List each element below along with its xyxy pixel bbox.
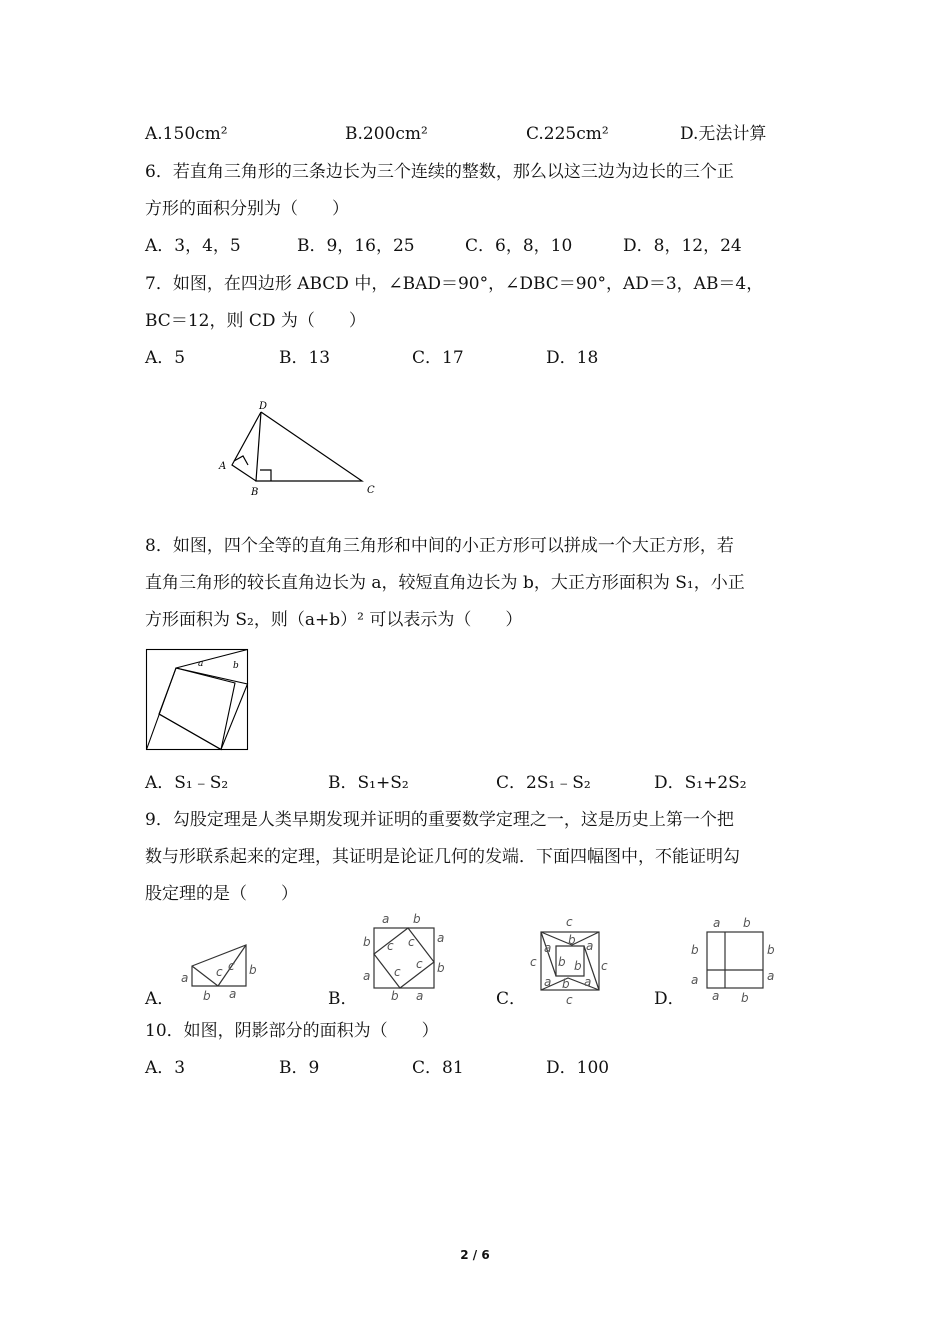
q9-figure-b bbox=[360, 910, 450, 1004]
q9d-outer-square bbox=[707, 932, 763, 988]
q9b-label-b-bottom: b bbox=[391, 989, 399, 1003]
q10-option-b: B．9 bbox=[279, 1058, 320, 1078]
q9b-outer-square bbox=[374, 928, 434, 988]
q9c-label-b3: b bbox=[574, 959, 582, 973]
q9c-label-b4: b bbox=[562, 977, 570, 991]
q9b-label-c1: c bbox=[387, 939, 394, 953]
q9b-label-c3: c bbox=[416, 957, 423, 971]
q6-text-line2: 方形的面积分别为（ ） bbox=[145, 199, 349, 219]
q5-option-c: C.225cm² bbox=[526, 124, 609, 144]
q7-label-b: B bbox=[251, 487, 259, 498]
q9b-label-a-bottom: a bbox=[416, 989, 424, 1003]
q9d-label-a-right: a bbox=[767, 969, 775, 983]
q9c-label-b2: b bbox=[558, 955, 566, 969]
q9b-label-b-top: b bbox=[413, 912, 421, 926]
q9a-label-c1: c bbox=[216, 965, 223, 979]
q9a-label-a: a bbox=[181, 971, 189, 985]
q9d-label-b-right: b bbox=[767, 943, 775, 957]
q9d-label-b-left: b bbox=[691, 943, 699, 957]
q5-option-d: D.无法计算 bbox=[680, 124, 767, 144]
q5-option-a: A.150cm² bbox=[145, 124, 228, 144]
q7-right-angle-b bbox=[260, 470, 271, 481]
q10-option-a: A．3 bbox=[145, 1058, 186, 1078]
q8-label-a: a bbox=[198, 659, 204, 669]
q7-text-line2: BC＝12，则 CD 为（ ） bbox=[145, 311, 366, 331]
q8-option-d: D．S₁+2S₂ bbox=[654, 773, 747, 793]
q10-text-line1: 10．如图，阴影部分的面积为（ ） bbox=[145, 1021, 439, 1041]
q9c-label-c-top: c bbox=[566, 915, 573, 929]
q9b-label-b-right: b bbox=[437, 961, 445, 975]
q7-option-c: C．17 bbox=[412, 348, 464, 368]
q8-square-figure bbox=[145, 648, 250, 752]
q9-option-c: C． bbox=[496, 989, 527, 1009]
q6-option-b: B．9，16，25 bbox=[297, 236, 415, 256]
q9c-label-a4: a bbox=[584, 975, 592, 989]
q7-label-d: D bbox=[259, 401, 268, 412]
q7-quadrilateral-figure bbox=[210, 395, 390, 505]
q9c-label-c-right: c bbox=[601, 959, 608, 973]
q6-option-a: A．3，4，5 bbox=[145, 236, 241, 256]
q9c-label-b1: b bbox=[568, 933, 576, 947]
q9d-label-b-top: b bbox=[743, 916, 751, 930]
q8-option-c: C．2S₁﹣S₂ bbox=[496, 773, 591, 793]
q9a-label-a2: a bbox=[229, 987, 237, 1001]
q7-option-b: B．13 bbox=[279, 348, 331, 368]
q9-text-line2: 数与形联系起来的定理，其证明是论证几何的发端．下面四幅图中，不能证明勾 bbox=[145, 847, 740, 867]
q9-text-line1: 9．勾股定理是人类早期发现并证明的重要数学定理之一，这是历史上第一个把 bbox=[145, 810, 734, 830]
q9d-label-a-left: a bbox=[691, 973, 699, 987]
q8-small-square bbox=[159, 668, 235, 750]
q9b-label-c2: c bbox=[408, 935, 415, 949]
q9b-label-c4: c bbox=[394, 965, 401, 979]
q9b-label-a-top: a bbox=[382, 912, 390, 926]
q9d-label-b-bottom: b bbox=[741, 991, 749, 1005]
q9a-label-c2: c bbox=[228, 959, 235, 973]
q9b-label-a-left: a bbox=[363, 969, 371, 983]
q5-option-b: B.200cm² bbox=[345, 124, 428, 144]
q9c-label-a3: a bbox=[544, 975, 552, 989]
q7-option-d: D．18 bbox=[546, 348, 599, 368]
q9b-label-b-left: b bbox=[363, 935, 371, 949]
q8-label-b: b bbox=[233, 661, 239, 671]
q9-text-line3: 股定理的是（ ） bbox=[145, 884, 298, 904]
page-number: 2 / 6 bbox=[460, 1248, 490, 1262]
q9c-label-c-bottom: c bbox=[566, 993, 573, 1006]
q9c-label-a2: a bbox=[586, 939, 594, 953]
q8-option-a: A．S₁﹣S₂ bbox=[145, 773, 229, 793]
q9c-label-c-left: c bbox=[530, 955, 537, 969]
q7-text-line1: 7．如图，在四边形 ABCD 中，∠BAD＝90°，∠DBC＝90°，AD＝3，AB＝4， bbox=[145, 274, 764, 294]
q9a-label-b2: b bbox=[203, 989, 211, 1003]
q6-option-d: D．8，12，24 bbox=[623, 236, 742, 256]
q8-inner-lines bbox=[147, 668, 248, 750]
q9-figure-a bbox=[178, 940, 263, 1004]
q9-figure-c bbox=[528, 912, 618, 1006]
q7-label-a: A bbox=[219, 461, 227, 472]
q10-option-d: D．100 bbox=[546, 1058, 610, 1078]
q9b-inner-square bbox=[374, 928, 434, 988]
q9-option-a: A． bbox=[145, 989, 175, 1009]
q9-option-b: B． bbox=[328, 989, 358, 1009]
q9d-label-a-bottom: a bbox=[712, 989, 720, 1003]
q9c-label-a1: a bbox=[544, 941, 552, 955]
q9a-line1 bbox=[192, 966, 218, 986]
q6-option-c: C．6，8，10 bbox=[465, 236, 573, 256]
q8-text-line1: 8．如图，四个全等的直角三角形和中间的小正方形可以拼成一个大正方形，若 bbox=[145, 536, 734, 556]
q8-option-b: B．S₁+S₂ bbox=[328, 773, 409, 793]
q7-label-c: C bbox=[367, 485, 375, 496]
q9d-label-a-top: a bbox=[713, 916, 721, 930]
q7-triangle-dbc bbox=[256, 412, 362, 481]
q8-text-line2: 直角三角形的较长直角边长为 a，较短直角边长为 b，大正方形面积为 S₁，小正 bbox=[145, 573, 745, 593]
q8-text-line3: 方形面积为 S₂，则（a+b）² 可以表示为（ ） bbox=[145, 610, 523, 630]
q10-option-c: C．81 bbox=[412, 1058, 464, 1078]
q9b-label-a-right: a bbox=[437, 931, 445, 945]
q6-text-line1: 6．若直角三角形的三条边长为三个连续的整数，那么以这三边为边长的三个正 bbox=[145, 162, 734, 182]
q9a-label-b: b bbox=[249, 963, 257, 977]
q7-option-a: A．5 bbox=[145, 348, 186, 368]
q9-option-d: D． bbox=[654, 989, 685, 1009]
q9-figure-d bbox=[685, 912, 780, 1006]
